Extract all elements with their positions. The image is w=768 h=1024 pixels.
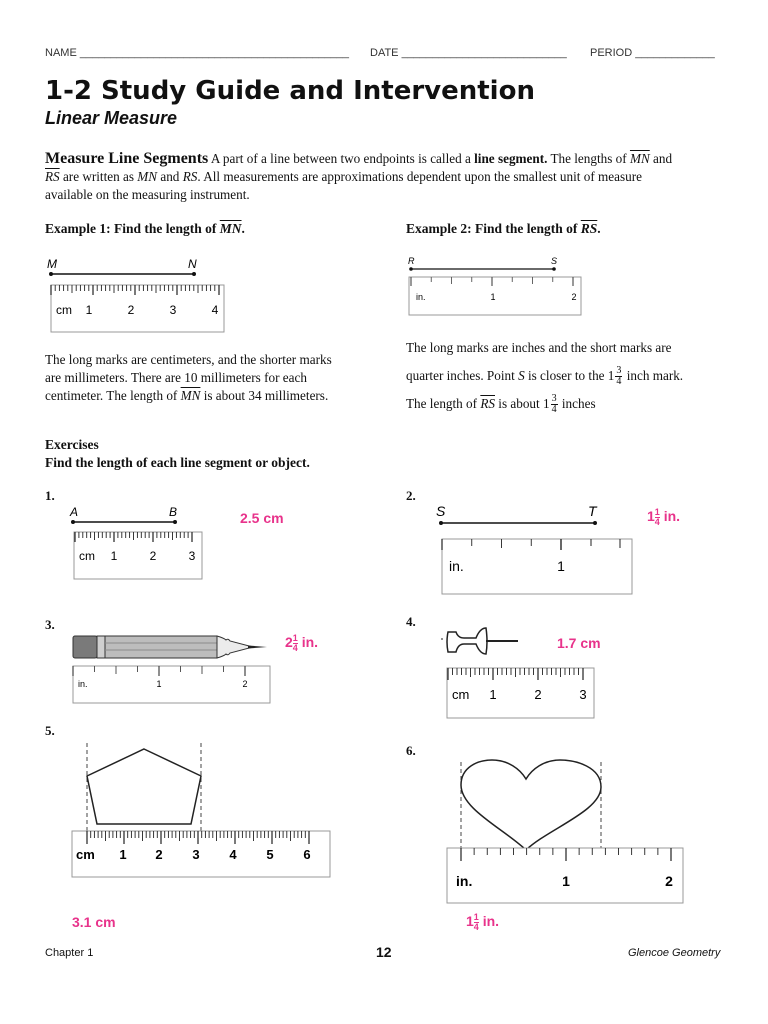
- problem-1-number: 1.: [45, 488, 55, 503]
- tick-label: 2: [149, 549, 157, 563]
- page-number: 12: [376, 944, 392, 960]
- tick-label: 2: [665, 873, 673, 889]
- footer-book: Glencoe Geometry: [628, 947, 721, 959]
- problem-6-answer: 1 $\frac{1}{4}$ in.: [466, 912, 500, 932]
- point-b-label: B: [169, 505, 178, 519]
- problem-5-figure: [68, 740, 336, 882]
- tick-label: 1: [562, 873, 570, 889]
- problem-3-number: 3.: [45, 617, 55, 632]
- point-a-label: A: [70, 505, 79, 519]
- point-m-label: M: [47, 257, 57, 271]
- page-title: 1-2 Study Guide and Intervention: [45, 76, 535, 106]
- ruler-unit: in.: [416, 292, 426, 302]
- intro-text: The lengths of: [550, 151, 627, 166]
- segment-rs: $\overline{RS}$: [45, 169, 60, 184]
- problem-6-figure: [444, 757, 686, 907]
- point-s-label: S: [436, 503, 446, 519]
- tick-label: 1: [156, 679, 162, 689]
- footer-chapter: Chapter 1: [45, 947, 94, 959]
- example1-label: Example 1: Find the length of $\overline{MN}$.: [45, 221, 245, 236]
- tick-label: 1: [490, 292, 496, 302]
- point-s: [552, 267, 556, 271]
- example2-label: Example 2: Find the length of $\overline{RS}$.: [406, 221, 601, 236]
- point-n-label: N: [188, 257, 197, 271]
- term-line-segment: line segment.: [474, 151, 548, 166]
- problem-2-number: 2.: [406, 488, 416, 503]
- intro-text: are written as: [62, 169, 134, 184]
- pentagon-icon: [87, 749, 201, 824]
- tick-label: 4: [211, 303, 219, 317]
- problem-2-figure: [433, 502, 638, 597]
- point-n: [192, 272, 196, 276]
- intro-heading: Measure Line Segments: [45, 150, 209, 167]
- tick-label: 3: [579, 687, 587, 702]
- intro-text: available on the measuring instrument.: [45, 187, 250, 202]
- tick-label: 5: [266, 847, 274, 862]
- tick-label: 2: [571, 292, 577, 302]
- ruler-cm: [72, 831, 330, 877]
- rs-plain: RS: [182, 169, 198, 184]
- ruler-unit: in.: [456, 873, 473, 889]
- heart-icon: [461, 760, 601, 850]
- tick-label: 4: [229, 847, 237, 862]
- intro-text: and: [653, 151, 673, 166]
- problem-5-number: 5.: [45, 723, 55, 738]
- pencil-icon: [73, 636, 267, 658]
- tick-label: 1: [557, 558, 565, 574]
- intro-text: and: [160, 169, 180, 184]
- fraction: $\frac{3}{4}$: [616, 365, 622, 388]
- ruler-unit: cm: [452, 687, 470, 702]
- tick-label: 1: [85, 303, 93, 317]
- point-r-label: R: [408, 256, 415, 266]
- mn-plain: MN: [137, 169, 158, 184]
- problem-5-answer: 3.1 cm: [72, 914, 116, 930]
- problem-4-answer: 1.7 cm: [557, 635, 601, 651]
- example2-figure: [406, 252, 586, 322]
- pushpin-icon: [442, 628, 518, 654]
- tick-label: 3: [169, 303, 177, 317]
- tick-label: 1: [110, 549, 118, 563]
- ruler-unit: cm: [76, 847, 95, 862]
- tick-label: 3: [188, 549, 196, 563]
- date-field: DATE ___________________________: [370, 47, 567, 59]
- problem-2-answer: 1 $\frac{1}{4}$ in.: [647, 507, 681, 527]
- point-t-label: T: [588, 503, 597, 519]
- exercises-instruction: Find the length of each line segment or object.: [45, 455, 310, 470]
- intro-text: . All measurements are approximations dependent upon the smallest unit of measure: [197, 169, 642, 184]
- tick-label: 6: [303, 847, 311, 862]
- tick-label: 2: [127, 303, 135, 317]
- period-field: PERIOD _____________: [590, 47, 715, 59]
- problem-1-answer: 2.5 cm: [240, 510, 284, 526]
- intro-text: A part of a line between two endpoints is called a: [210, 151, 471, 166]
- ruler-in: [73, 666, 270, 703]
- ruler-in: [442, 539, 632, 594]
- ruler-unit: in.: [449, 558, 464, 574]
- tick-label: 2: [242, 679, 248, 689]
- intro-paragraph: [45, 150, 725, 204]
- ruler-unit: cm: [79, 549, 95, 563]
- ruler-unit: cm: [56, 303, 72, 317]
- problem-3-answer: 2 $\frac{1}{4}$ in.: [285, 633, 319, 653]
- tick-label: 2: [155, 847, 163, 862]
- point-s-label: S: [551, 256, 558, 266]
- example2-explanation: The long marks are inches and the short marks are quarter inches. Point S is closer to the 1 $\frac{3}{4}$ inch mark. The length of $\overline{RS}$ is about 1 $\frac{3}{4}$ inches: [406, 340, 684, 416]
- name-field: NAME ____________________________________________: [45, 47, 350, 59]
- point-r: [409, 267, 413, 271]
- ruler-unit: in.: [78, 679, 88, 689]
- problem-3-figure: [68, 628, 278, 708]
- segment-mn: $\overline{MN}$: [629, 151, 650, 166]
- exercises-heading: Exercises: [45, 437, 99, 452]
- tick-label: 1: [489, 687, 497, 702]
- problem-6-number: 6.: [406, 743, 416, 758]
- tick-label: 2: [534, 687, 542, 702]
- point-m: [49, 272, 53, 276]
- example1-explanation: The long marks are centimeters, and the shorter marks are millimeters. There are 10 millimeters for each centimeter. The length of $\overline{MN}$ is about 34 millimeters.: [45, 352, 332, 403]
- tick-label: 1: [119, 847, 127, 862]
- example1-figure: [45, 252, 235, 340]
- tick-label: 3: [192, 847, 200, 862]
- problem-1-figure: [68, 503, 208, 583]
- problem-4-number: 4.: [406, 614, 416, 629]
- page-subtitle: Linear Measure: [45, 108, 178, 128]
- fraction: $\frac{3}{4}$: [551, 393, 557, 416]
